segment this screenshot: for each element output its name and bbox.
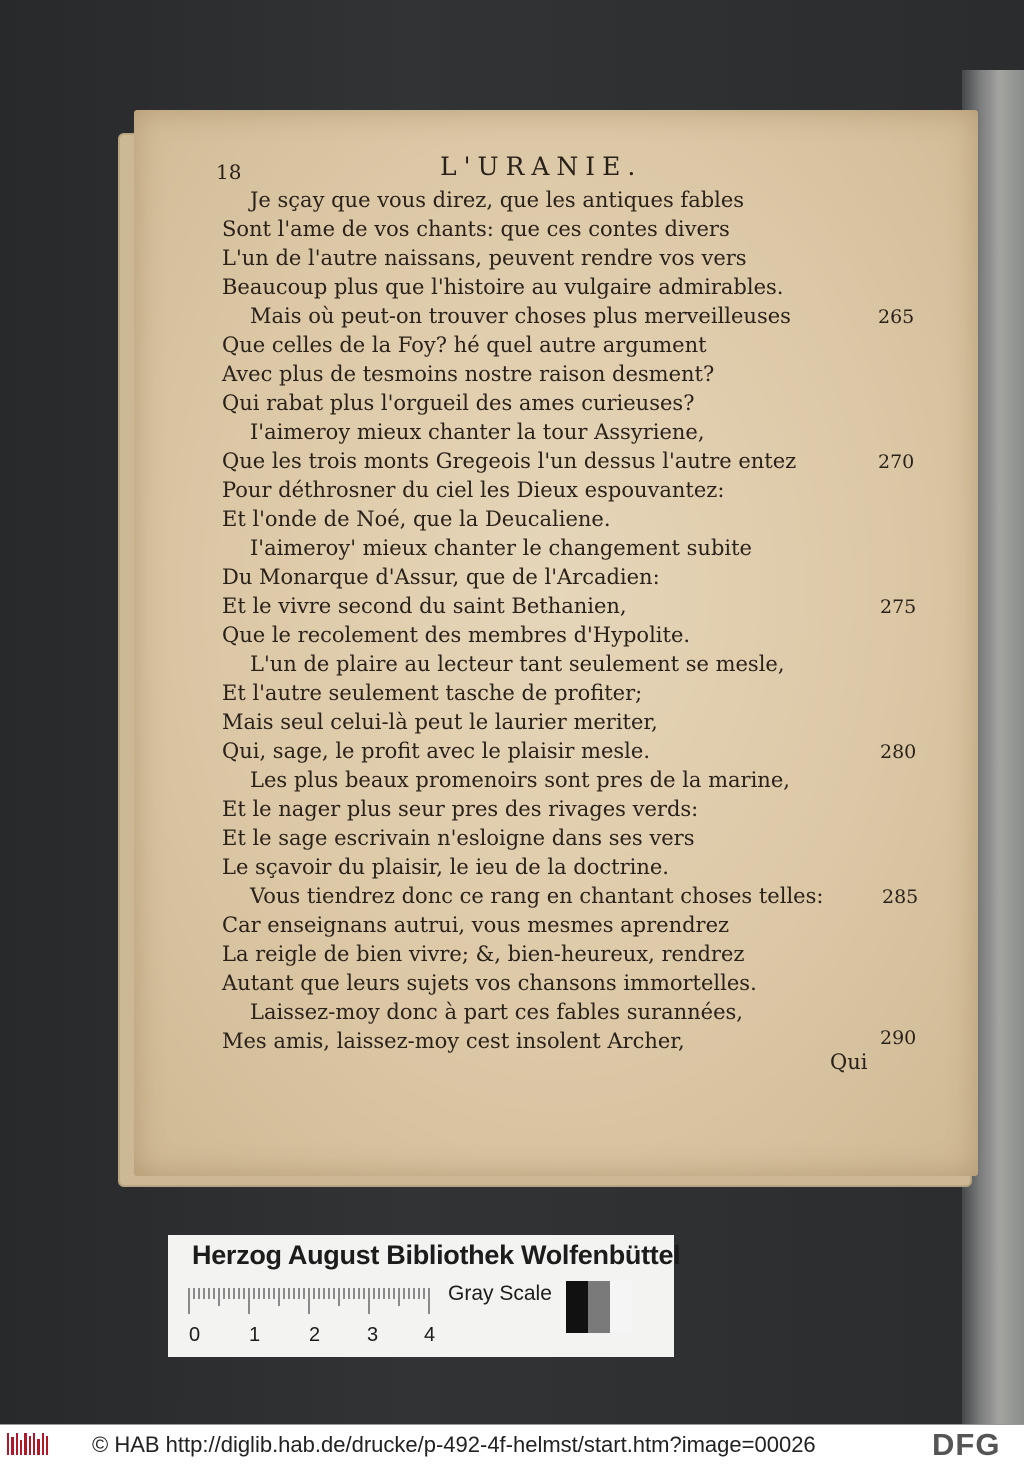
gray-swatch-mid <box>588 1281 610 1333</box>
verse-line: I'aimeroy' mieux chanter le changement subite <box>250 536 752 560</box>
line-number: 280 <box>880 741 917 763</box>
scale-digit: 0 <box>189 1324 201 1346</box>
verse-line: Car enseignans autrui, vous mesmes aprendrez <box>222 913 730 937</box>
gray-scale-label: Gray Scale <box>448 1282 552 1305</box>
target-title: Herzog August Bibliothek Wolfenbüttel <box>192 1240 681 1270</box>
verse-line: Mais seul celui-là peut le laurier meriter, <box>222 710 658 734</box>
verse-line: Du Monarque d'Assur, que de l'Arcadien: <box>222 565 660 589</box>
verse-line: Beaucoup plus que l'histoire au vulgaire admirables. <box>222 275 784 299</box>
verse-line: Et le sage escrivain n'esloigne dans ses vers <box>222 826 695 850</box>
line-number: 290 <box>880 1027 917 1049</box>
dfg-logo: DFG <box>932 1427 1001 1462</box>
verse-line: La reigle de bien vivre; &, bien-heureux, rendrez <box>222 942 745 966</box>
verse-line: Et le vivre second du saint Bethanien, <box>222 594 627 618</box>
verse-line: Que celles de la Foy? hé quel autre argument <box>222 333 707 357</box>
verse-line: Et l'onde de Noé, que la Deucaliene. <box>222 507 611 531</box>
verse-line: Laissez-moy donc à part ces fables surannées, <box>250 1000 743 1024</box>
verse-line: Avec plus de tesmoins nostre raison desment? <box>222 362 715 386</box>
verse-line: Vous tiendrez donc ce rang en chantant choses telles: <box>250 884 824 908</box>
footer-source-link[interactable]: © HAB http://diglib.hab.de/drucke/p-492-4f-helmst/start.htm?image=00026 <box>92 1432 816 1457</box>
scale-digit: 2 <box>309 1324 321 1346</box>
ruler-scale <box>186 1288 438 1316</box>
verse-line: I'aimeroy mieux chanter la tour Assyriene, <box>250 420 705 444</box>
running-head: L'URANIE. <box>440 152 643 181</box>
scale-digit: 1 <box>249 1324 261 1346</box>
verse-line: Mes amis, laissez-moy cest insolent Archer, <box>222 1029 685 1053</box>
line-number: 265 <box>878 306 915 328</box>
page-number: 18 <box>216 160 242 184</box>
line-number: 285 <box>882 886 919 908</box>
verse-line: Et le nager plus seur pres des rivages verds: <box>222 797 699 821</box>
verse-line: Autant que leurs sujets vos chansons immortelles. <box>222 971 757 995</box>
verse-line: Sont l'ame de vos chants: que ces contes divers <box>222 217 730 241</box>
gray-swatch-white <box>610 1281 632 1333</box>
verse-line: Les plus beaux promenoirs sont pres de la marine, <box>250 768 790 792</box>
verse-line: Que le recolement des membres d'Hypolite. <box>222 623 691 647</box>
hab-barcode-logo-icon <box>6 1431 50 1457</box>
verse-line: Je sçay que vous direz, que les antiques fables <box>250 188 745 212</box>
scale-digit: 4 <box>424 1324 436 1346</box>
gray-scale-swatches <box>566 1281 632 1333</box>
catchword: Qui <box>830 1050 868 1074</box>
verse-line: Qui, sage, le profit avec le plaisir mesle. <box>222 739 650 763</box>
verse-line: Qui rabat plus l'orgueil des ames curieuses? <box>222 391 695 415</box>
scale-digit: 3 <box>367 1324 379 1346</box>
verse-line: Pour déthrosner du ciel les Dieux espouvantez: <box>222 478 725 502</box>
line-number: 275 <box>880 596 917 618</box>
verse-line: Que les trois monts Gregeois l'un dessus l'autre entez <box>222 449 797 473</box>
verse-line: Mais où peut-on trouver choses plus merveilleuses <box>250 304 791 328</box>
verse-line: L'un de plaire au lecteur tant seulement se mesle, <box>250 652 785 676</box>
verse-line: L'un de l'autre naissans, peuvent rendre vos vers <box>222 246 747 270</box>
line-number: 270 <box>878 451 915 473</box>
verse-line: Le sçavoir du plaisir, le ieu de la doctrine. <box>222 855 669 879</box>
verse-line: Et l'autre seulement tasche de profiter; <box>222 681 643 705</box>
gray-swatch-black <box>566 1281 588 1333</box>
